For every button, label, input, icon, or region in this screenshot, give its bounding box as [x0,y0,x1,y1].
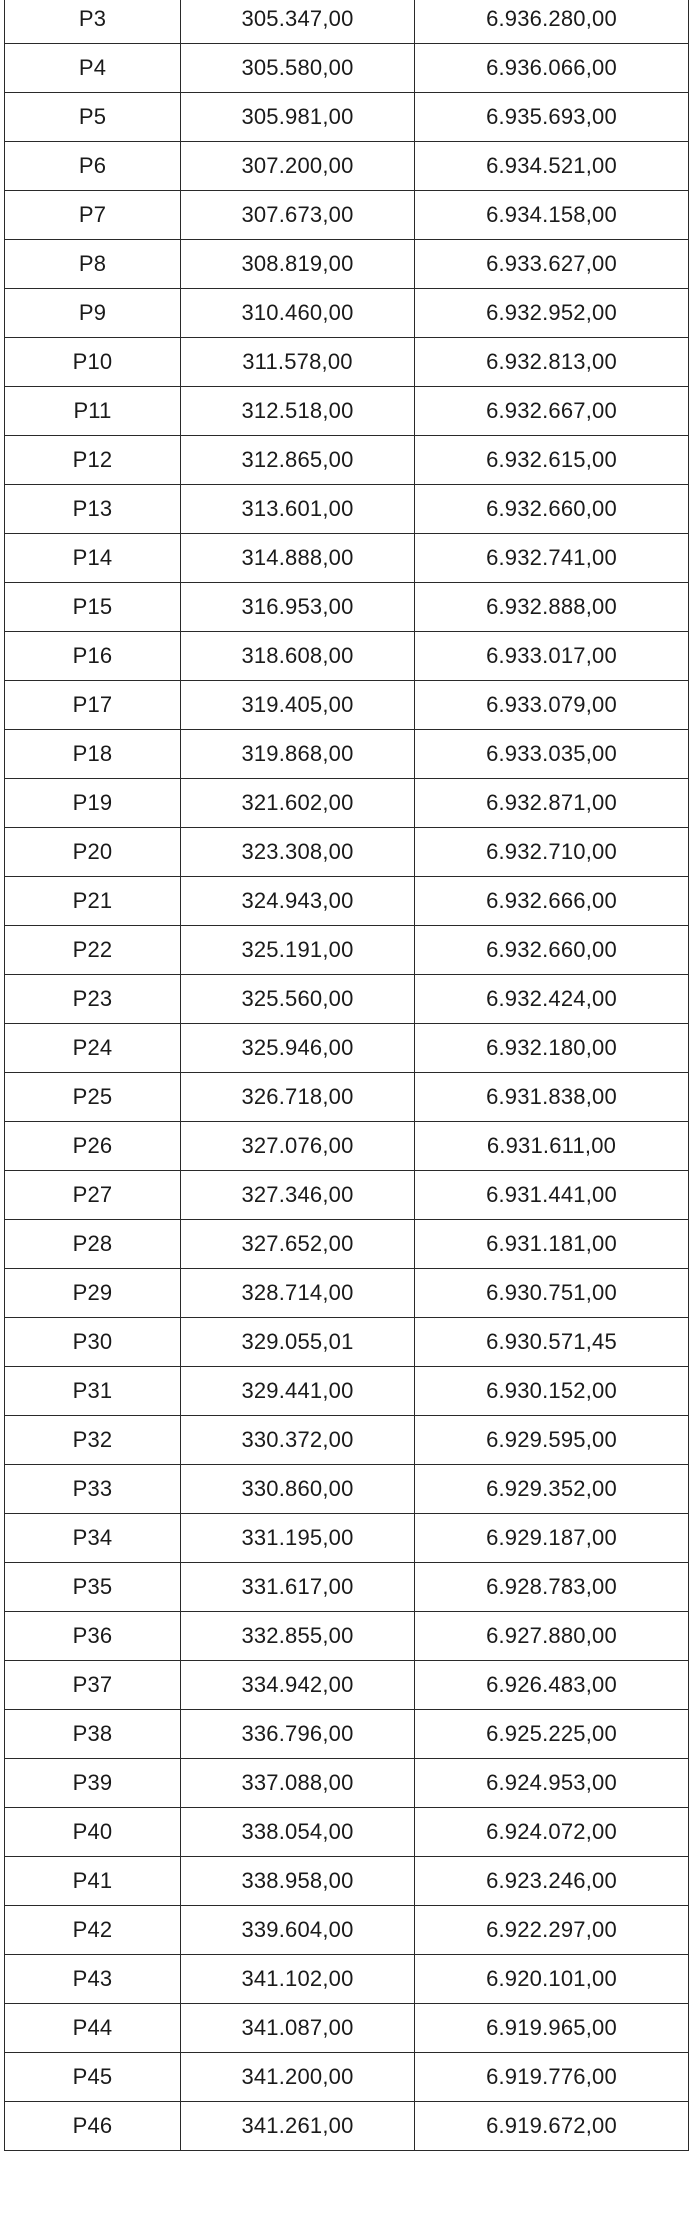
point-id-cell: P37 [5,1661,181,1710]
y-coordinate-cell: 6.922.297,00 [415,1906,689,1955]
y-coordinate-cell: 6.919.672,00 [415,2102,689,2151]
table-row [5,1122,689,1171]
y-coordinate-cell: 6.932.660,00 [415,926,689,975]
table-row [5,1171,689,1220]
table-row [5,681,689,730]
x-coordinate-cell: 341.087,00 [181,2004,415,2053]
x-coordinate-cell: 337.088,00 [181,1759,415,1808]
table-row [5,1073,689,1122]
y-coordinate-cell: 6.932.667,00 [415,387,689,436]
point-id-cell: P5 [5,93,181,142]
y-coordinate-cell: 6.923.246,00 [415,1857,689,1906]
table-row [5,926,689,975]
table-row [5,975,689,1024]
table-row [5,877,689,926]
x-coordinate-cell: 341.200,00 [181,2053,415,2102]
x-coordinate-cell: 324.943,00 [181,877,415,926]
point-id-cell: P9 [5,289,181,338]
x-coordinate-cell: 305.347,00 [181,0,415,44]
point-id-cell: P28 [5,1220,181,1269]
point-id-cell: P46 [5,2102,181,2151]
y-coordinate-cell: 6.932.615,00 [415,436,689,485]
table-row [5,2004,689,2053]
x-coordinate-cell: 330.372,00 [181,1416,415,1465]
point-id-cell: P18 [5,730,181,779]
table-row [5,1416,689,1465]
table-row [5,289,689,338]
point-id-cell: P36 [5,1612,181,1661]
x-coordinate-cell: 330.860,00 [181,1465,415,1514]
x-coordinate-cell: 334.942,00 [181,1661,415,1710]
y-coordinate-cell: 6.936.280,00 [415,0,689,44]
table-row [5,1220,689,1269]
table-row [5,1024,689,1073]
x-coordinate-cell: 331.617,00 [181,1563,415,1612]
point-id-cell: P13 [5,485,181,534]
table-row [5,1465,689,1514]
y-coordinate-cell: 6.932.180,00 [415,1024,689,1073]
point-id-cell: P45 [5,2053,181,2102]
point-id-cell: P20 [5,828,181,877]
table-row [5,730,689,779]
x-coordinate-cell: 338.958,00 [181,1857,415,1906]
point-id-cell: P21 [5,877,181,926]
point-id-cell: P43 [5,1955,181,2004]
x-coordinate-cell: 307.200,00 [181,142,415,191]
x-coordinate-cell: 325.946,00 [181,1024,415,1073]
y-coordinate-cell: 6.927.880,00 [415,1612,689,1661]
point-id-cell: P15 [5,583,181,632]
x-coordinate-cell: 327.652,00 [181,1220,415,1269]
point-id-cell: P38 [5,1710,181,1759]
table-row [5,2053,689,2102]
y-coordinate-cell: 6.931.611,00 [415,1122,689,1171]
point-id-cell: P42 [5,1906,181,1955]
y-coordinate-cell: 6.932.710,00 [415,828,689,877]
table-row [5,1710,689,1759]
y-coordinate-cell: 6.924.953,00 [415,1759,689,1808]
x-coordinate-cell: 326.718,00 [181,1073,415,1122]
y-coordinate-cell: 6.933.017,00 [415,632,689,681]
table-row [5,44,689,93]
point-id-cell: P30 [5,1318,181,1367]
point-id-cell: P44 [5,2004,181,2053]
x-coordinate-cell: 307.673,00 [181,191,415,240]
point-id-cell: P17 [5,681,181,730]
x-coordinate-cell: 321.602,00 [181,779,415,828]
y-coordinate-cell: 6.932.741,00 [415,534,689,583]
y-coordinate-cell: 6.924.072,00 [415,1808,689,1857]
x-coordinate-cell: 325.191,00 [181,926,415,975]
x-coordinate-cell: 308.819,00 [181,240,415,289]
table-row [5,2102,689,2151]
table-row [5,1857,689,1906]
x-coordinate-cell: 305.580,00 [181,44,415,93]
table-row [5,436,689,485]
y-coordinate-cell: 6.931.838,00 [415,1073,689,1122]
table-row [5,1759,689,1808]
table-row [5,142,689,191]
x-coordinate-cell: 328.714,00 [181,1269,415,1318]
table-row [5,583,689,632]
y-coordinate-cell: 6.929.352,00 [415,1465,689,1514]
x-coordinate-cell: 327.346,00 [181,1171,415,1220]
table-row [5,1563,689,1612]
y-coordinate-cell: 6.930.751,00 [415,1269,689,1318]
point-id-cell: P34 [5,1514,181,1563]
point-id-cell: P10 [5,338,181,387]
x-coordinate-cell: 329.441,00 [181,1367,415,1416]
y-coordinate-cell: 6.931.441,00 [415,1171,689,1220]
y-coordinate-cell: 6.934.158,00 [415,191,689,240]
y-coordinate-cell: 6.928.783,00 [415,1563,689,1612]
point-id-cell: P29 [5,1269,181,1318]
table-row [5,1955,689,2004]
x-coordinate-cell: 325.560,00 [181,975,415,1024]
point-id-cell: P27 [5,1171,181,1220]
table-row [5,338,689,387]
x-coordinate-cell: 316.953,00 [181,583,415,632]
point-id-cell: P19 [5,779,181,828]
point-id-cell: P8 [5,240,181,289]
y-coordinate-cell: 6.932.871,00 [415,779,689,828]
point-id-cell: P25 [5,1073,181,1122]
y-coordinate-cell: 6.933.079,00 [415,681,689,730]
point-id-cell: P6 [5,142,181,191]
y-coordinate-cell: 6.934.521,00 [415,142,689,191]
table-row [5,828,689,877]
point-id-cell: P16 [5,632,181,681]
table-row [5,1318,689,1367]
y-coordinate-cell: 6.932.666,00 [415,877,689,926]
point-id-cell: P22 [5,926,181,975]
point-id-cell: P4 [5,44,181,93]
x-coordinate-cell: 338.054,00 [181,1808,415,1857]
table-row [5,0,689,44]
x-coordinate-cell: 305.981,00 [181,93,415,142]
x-coordinate-cell: 319.868,00 [181,730,415,779]
coordinates-table [4,0,689,2151]
point-id-cell: P32 [5,1416,181,1465]
table-row [5,1367,689,1416]
point-id-cell: P7 [5,191,181,240]
y-coordinate-cell: 6.919.965,00 [415,2004,689,2053]
point-id-cell: P41 [5,1857,181,1906]
x-coordinate-cell: 341.261,00 [181,2102,415,2151]
point-id-cell: P3 [5,0,181,44]
table-row [5,93,689,142]
point-id-cell: P12 [5,436,181,485]
x-coordinate-cell: 331.195,00 [181,1514,415,1563]
x-coordinate-cell: 341.102,00 [181,1955,415,2004]
table-row [5,1808,689,1857]
x-coordinate-cell: 312.865,00 [181,436,415,485]
point-id-cell: P33 [5,1465,181,1514]
y-coordinate-cell: 6.931.181,00 [415,1220,689,1269]
point-id-cell: P35 [5,1563,181,1612]
table-row [5,1612,689,1661]
table-row [5,387,689,436]
y-coordinate-cell: 6.933.627,00 [415,240,689,289]
x-coordinate-cell: 323.308,00 [181,828,415,877]
table-row [5,1906,689,1955]
table-row [5,1269,689,1318]
x-coordinate-cell: 312.518,00 [181,387,415,436]
point-id-cell: P14 [5,534,181,583]
table-row [5,534,689,583]
y-coordinate-cell: 6.936.066,00 [415,44,689,93]
x-coordinate-cell: 318.608,00 [181,632,415,681]
point-id-cell: P40 [5,1808,181,1857]
x-coordinate-cell: 319.405,00 [181,681,415,730]
x-coordinate-cell: 339.604,00 [181,1906,415,1955]
y-coordinate-cell: 6.932.888,00 [415,583,689,632]
y-coordinate-cell: 6.933.035,00 [415,730,689,779]
point-id-cell: P11 [5,387,181,436]
table-row [5,191,689,240]
y-coordinate-cell: 6.932.660,00 [415,485,689,534]
table-row [5,240,689,289]
x-coordinate-cell: 314.888,00 [181,534,415,583]
y-coordinate-cell: 6.930.152,00 [415,1367,689,1416]
x-coordinate-cell: 313.601,00 [181,485,415,534]
point-id-cell: P31 [5,1367,181,1416]
table-row [5,779,689,828]
coordinates-table-body [5,0,689,2151]
point-id-cell: P39 [5,1759,181,1808]
y-coordinate-cell: 6.929.187,00 [415,1514,689,1563]
x-coordinate-cell: 329.055,01 [181,1318,415,1367]
table-row [5,1661,689,1710]
table-row [5,1514,689,1563]
y-coordinate-cell: 6.920.101,00 [415,1955,689,2004]
y-coordinate-cell: 6.925.225,00 [415,1710,689,1759]
y-coordinate-cell: 6.929.595,00 [415,1416,689,1465]
y-coordinate-cell: 6.932.424,00 [415,975,689,1024]
y-coordinate-cell: 6.930.571,45 [415,1318,689,1367]
y-coordinate-cell: 6.919.776,00 [415,2053,689,2102]
x-coordinate-cell: 336.796,00 [181,1710,415,1759]
x-coordinate-cell: 311.578,00 [181,338,415,387]
y-coordinate-cell: 6.935.693,00 [415,93,689,142]
point-id-cell: P24 [5,1024,181,1073]
x-coordinate-cell: 332.855,00 [181,1612,415,1661]
x-coordinate-cell: 327.076,00 [181,1122,415,1171]
y-coordinate-cell: 6.926.483,00 [415,1661,689,1710]
y-coordinate-cell: 6.932.952,00 [415,289,689,338]
x-coordinate-cell: 310.460,00 [181,289,415,338]
table-row [5,485,689,534]
point-id-cell: P23 [5,975,181,1024]
point-id-cell: P26 [5,1122,181,1171]
y-coordinate-cell: 6.932.813,00 [415,338,689,387]
table-row [5,632,689,681]
